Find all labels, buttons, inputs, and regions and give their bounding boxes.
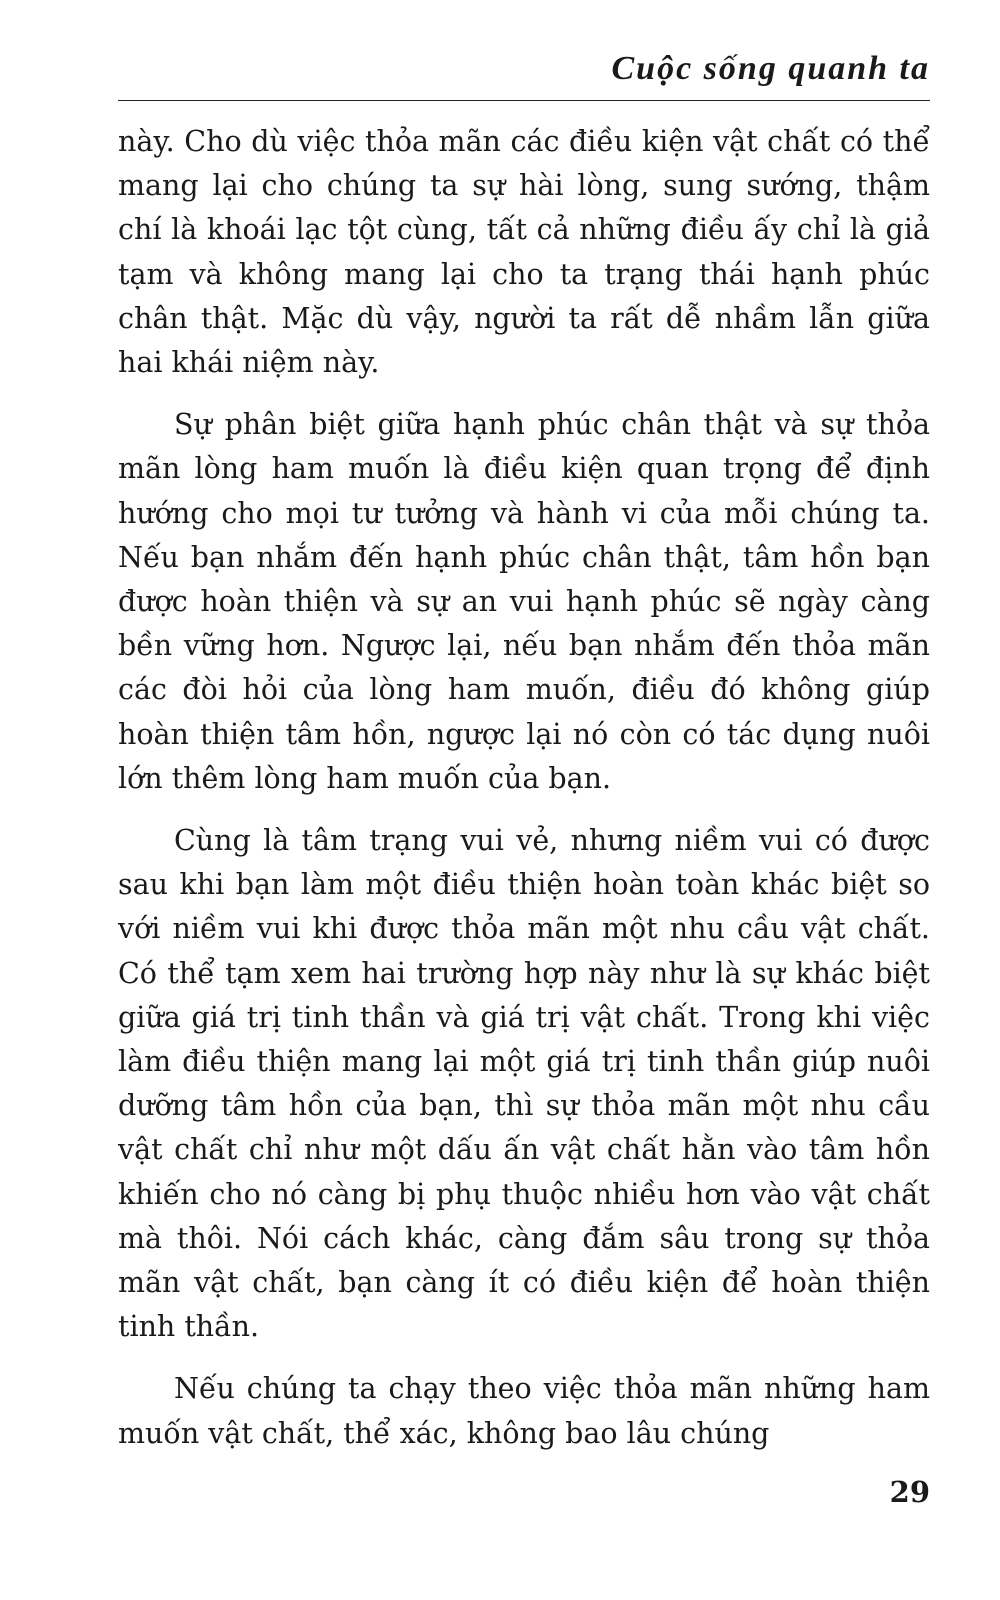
body-text bbox=[118, 120, 930, 1474]
paragraph: Cùng là tâm trạng vui vẻ, nhưng niềm vui có được sau khi bạn làm một điều thiện hoàn toàn khác biệt so với niềm vui khi được thỏa mãn một nhu cầu vật chất. Có thể tạm xem hai trường hợp này như là sự khác biệt giữa giá trị tinh thần và giá trị vật chất. Trong khi việc làm điều thiện mang lại một giá trị tinh thần giúp nuôi dưỡng tâm hồn của bạn, thì sự thỏa mãn một nhu cầu vật chất chỉ như một dấu ấn vật chất hằn vào tâm hồn khiến cho nó càng bị phụ thuộc nhiều hơn vào vật chất mà thôi. Nói cách khác, càng đắm sâu trong sự thỏa mãn vật chất, bạn càng ít có điều kiện để hoàn thiện tinh thần. bbox=[118, 824, 930, 1344]
header-rule bbox=[118, 100, 930, 101]
paragraph: này. Cho dù việc thỏa mãn các điều kiện vật chất có thể mang lại cho chúng ta sự hài lòng, sung sướng, thậm chí là khoái lạc tột cùng, tất cả những điều ấy chỉ là giả tạm và không mang lại cho ta trạng thái hạnh phúc chân thật. Mặc dù vậy, người ta rất dễ nhầm lẫn giữa hai khái niệm này. bbox=[118, 125, 930, 380]
page-number: 29 bbox=[889, 1475, 930, 1509]
paragraph: Sự phân biệt giữa hạnh phúc chân thật và sự thỏa mãn lòng ham muốn là điều kiện quan trọng để định hướng cho mọi tư tưởng và hành vi của mỗi chúng ta. Nếu bạn nhắm đến hạnh phúc chân thật, tâm hồn bạn được hoàn thiện và sự an vui hạnh phúc sẽ ngày càng bền vững hơn. Ngược lại, nếu bạn nhắm đến thỏa mãn các đòi hỏi của lòng ham muốn, điều đó không giúp hoàn thiện tâm hồn, ngược lại nó còn có tác dụng nuôi lớn thêm lòng ham muốn của bạn. bbox=[118, 408, 930, 795]
paragraph: Nếu chúng ta chạy theo việc thỏa mãn những ham muốn vật chất, thể xác, không bao lâu chúng bbox=[118, 1372, 930, 1450]
running-header: Cuộc sống quanh ta bbox=[611, 50, 930, 87]
